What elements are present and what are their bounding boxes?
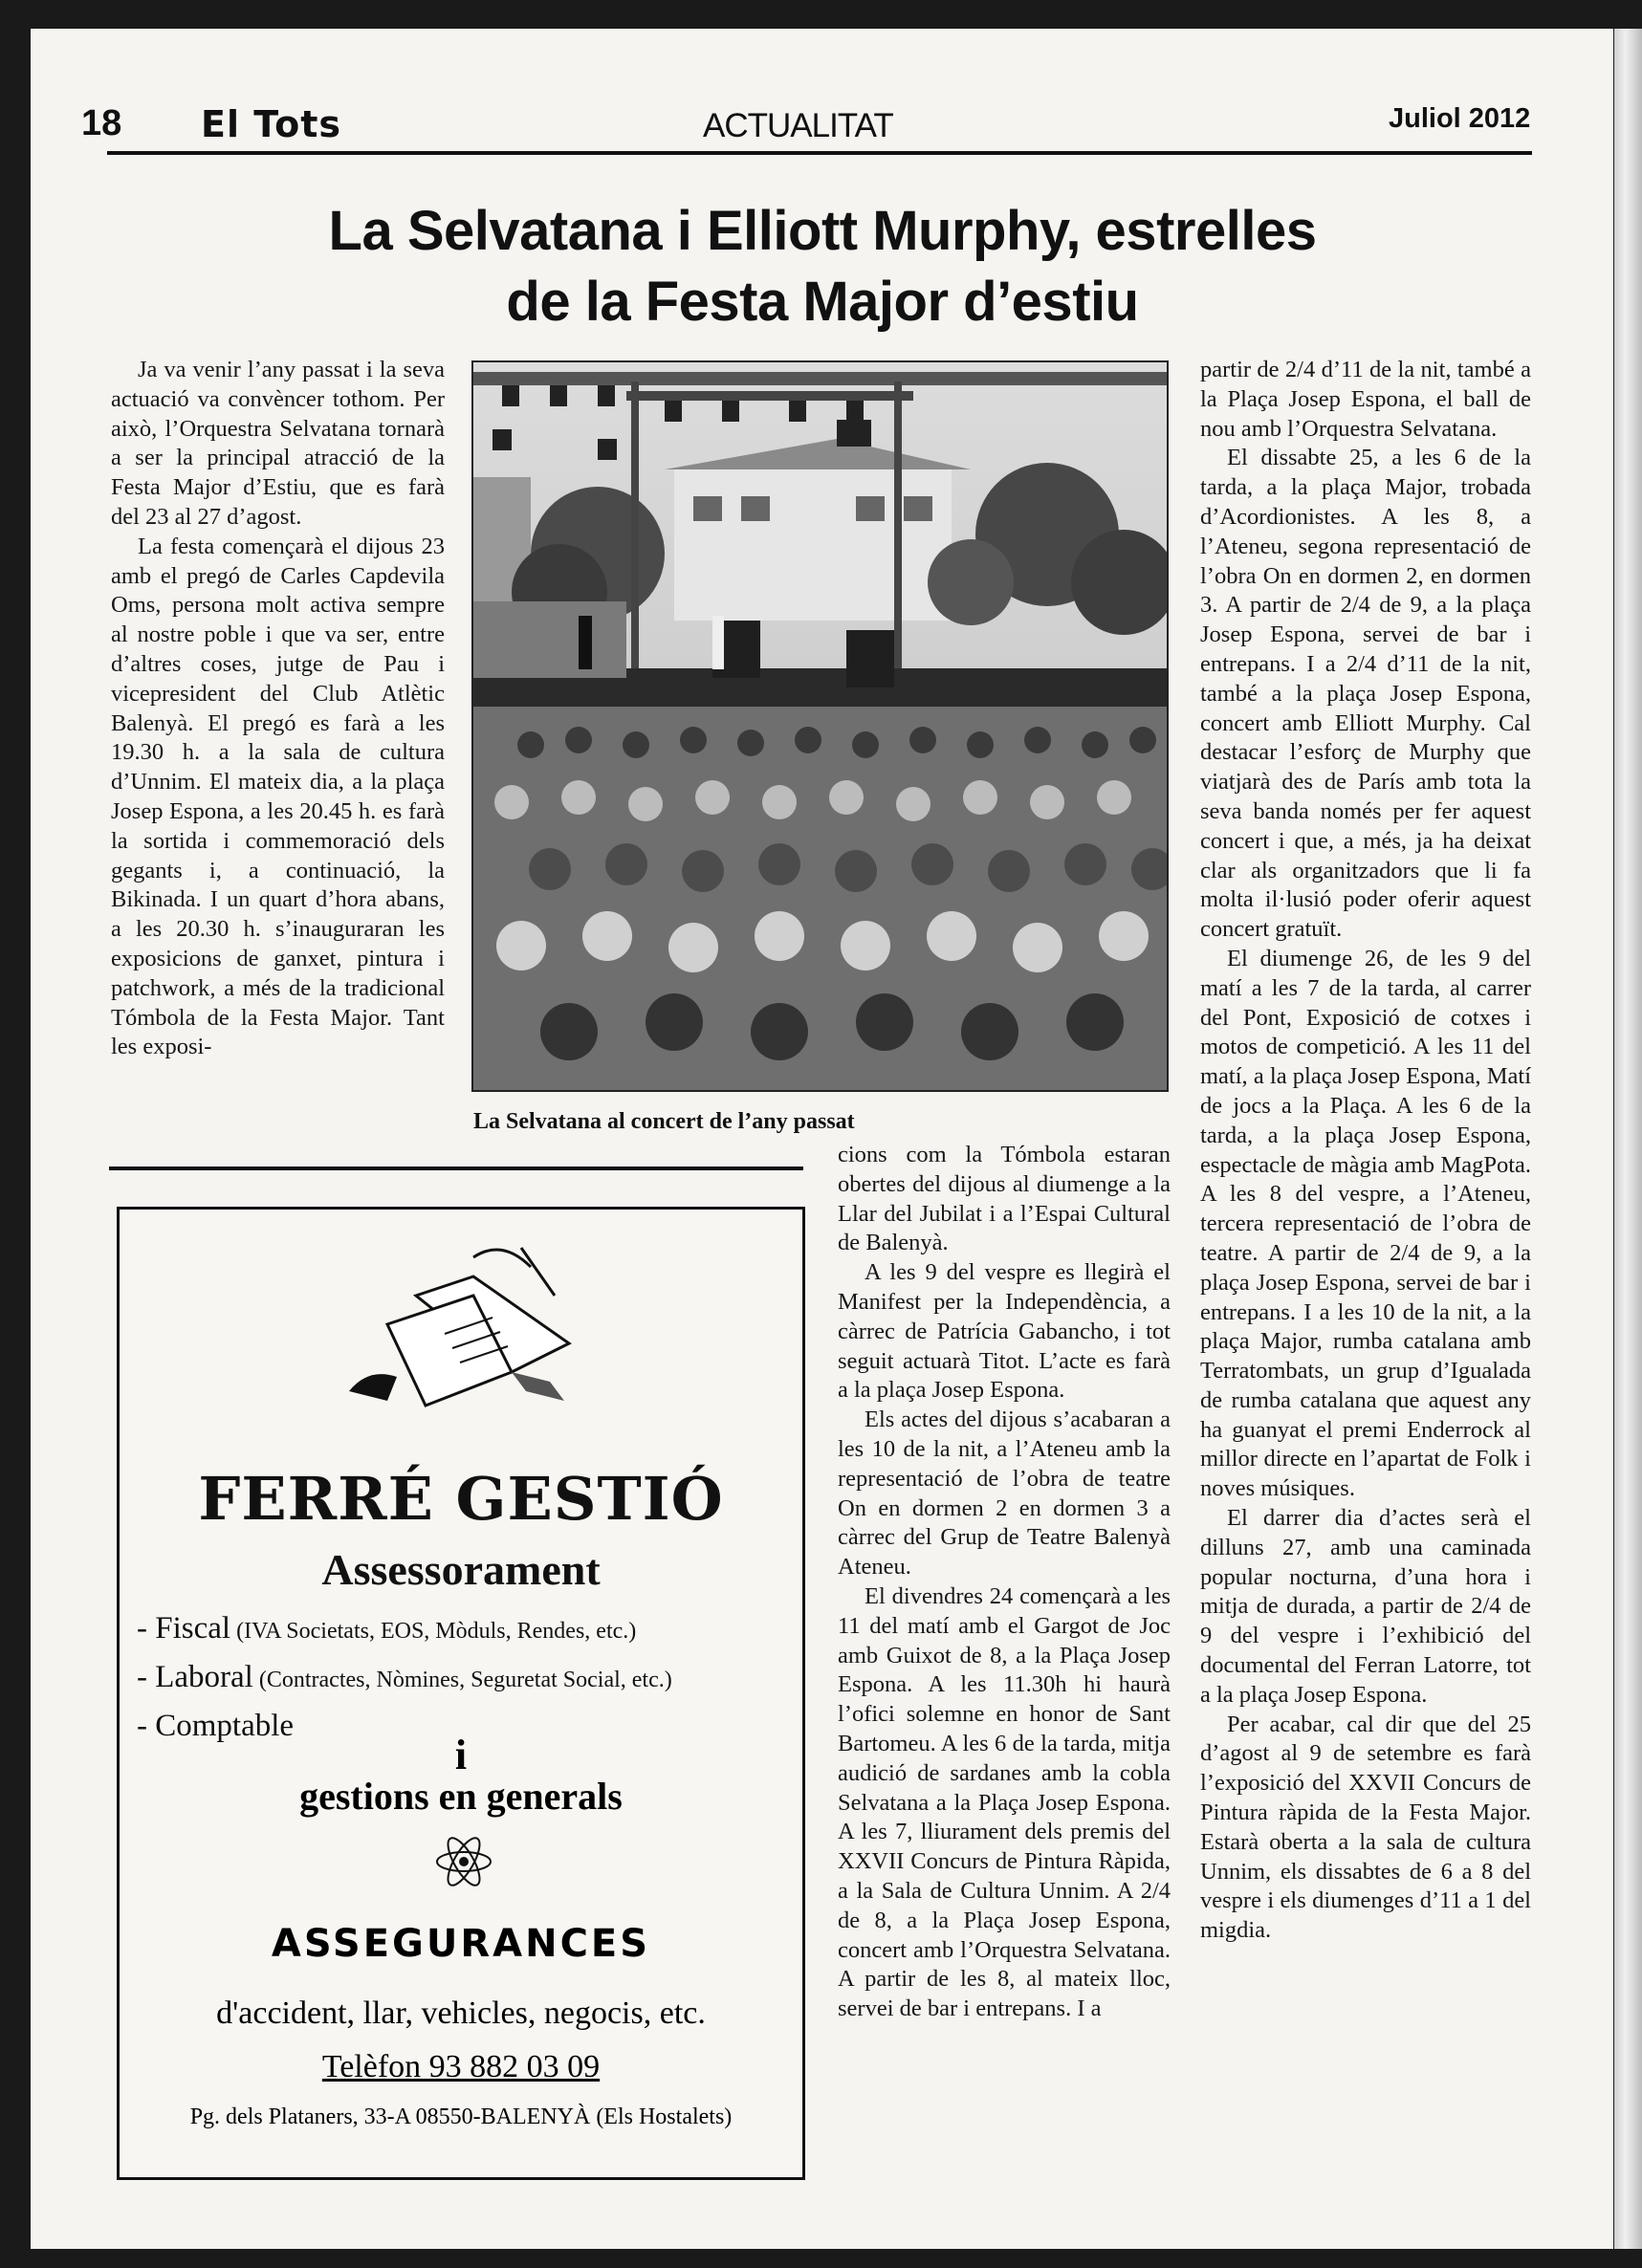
service-detail: (Contractes, Nòmines, Seguretat Social, etc.)	[252, 1668, 672, 1692]
paragraph: La festa començarà el dijous 23 amb el pregó de Carles Capdevila Oms, persona molt activa sempre al nostre poble i que va ser, entre d’altres coses, jutge de Pau i vicepresident del Club Atlètic Balenyà. El pregó es farà a les 19.30 h. a la sala de cultura d’Unnim. El mateix dia, a la plaça Josep Espona, a les 20.45 h. es farà la sortida i commemoració dels gegants i, a continuació, la Bikinada. I un quart d’hora abans, a les 20.30 h. s’inauguraran les exposicions de ganxet, pintura i patchwork, a més de la tradicional Tómbola de la Festa Major. Tant les exposi-	[111, 533, 445, 1060]
ad-address: Pg. dels Plataners, 33-A 08550-BALENYÀ (Els Hostalets)	[189, 2104, 733, 2129]
paragraph: Ja va venir l’any passat i la seva actuació va convèncer tothom. Per això, l’Orquestra Selvatana tornarà a ser la principal atracció de la Festa Major d’Estiu, que es farà del 23 al 27 d’agost.	[111, 357, 445, 530]
open-book-icon	[330, 1238, 598, 1429]
paragraph: El dissabte 25, a les 6 de la tarda, a la plaça Major, trobada d’Acordionistes. A les 8, a l’Ateneu, segona representació de l’obra On en dormen 2, en dormen 3. A partir de 2/4 de 9, a la plaça Josep Espona, servei de bar i entrepans. I a 2/4 d’11 de la nit, també a la plaça Josep Espona, concert amb Elliott Murphy. Cal destacar l’esforç de Murphy que viatjarà des de París amb tota la seva banda només per fer aquest concert i que, a més, ja ha deixat clar als organitzadors que li fa molta il·lusió poder oferir aquest concert gratuït.	[1200, 445, 1531, 943]
ferre-gestio-ad	[117, 1207, 805, 2180]
header-rule	[107, 151, 1532, 155]
ad-phone: Telèfon 93 882 03 09	[321, 2049, 601, 2084]
ad-company-name: FERRÉ GESTIÓ	[198, 1464, 724, 1534]
article-headline	[153, 196, 1492, 338]
ad-general-services: gestions en generals	[299, 1775, 623, 1818]
ad-top-rule	[109, 1167, 803, 1170]
page-spine	[1614, 29, 1642, 2249]
ad-subtitle: Assessorament	[321, 1545, 601, 1594]
concert-photo	[471, 360, 1169, 1092]
article-column-2	[838, 1141, 1171, 2024]
service-item	[137, 1605, 672, 1654]
service-item	[137, 1654, 672, 1703]
issue-date: Juliol 2012	[1389, 103, 1531, 134]
section-name: ACTUALITAT	[703, 107, 893, 144]
service-detail: (IVA Societats, EOS, Mòduls, Rendes, etc.)	[230, 1619, 637, 1644]
paragraph: El darrer dia d’actes serà el dilluns 27, amb una caminada popular nocturna, d’una hora i mitja de durada, a partir de 2/4 de 9 del vespre i l’exhibició del documental del Ferran Latorre, tot a la plaça Josep Espona.	[1200, 1505, 1531, 1708]
atom-icon	[433, 1831, 494, 1892]
service-label: - Comptable	[137, 1709, 295, 1743]
paragraph: Els actes del dijous s’acabaran a les 10 de la nit, a l’Ateneu amb la representació de l’obra de teatre On en dormen 2 en dormen 3 a càrrec del Grup de Teatre Balenyà Ateneu.	[838, 1407, 1171, 1581]
paragraph: partir de 2/4 d’11 de la nit, també a la Plaça Josep Espona, el ball de nou amb l’Orquestra Selvatana.	[1200, 357, 1531, 442]
article-column-1	[111, 356, 445, 1062]
ad-insurance-types: d'accident, llar, vehicles, negocis, etc.	[216, 1995, 706, 2031]
ad-conjunction: i	[454, 1732, 468, 1778]
headline-line-1: La Selvatana i Elliott Murphy, estrelles	[328, 200, 1317, 262]
headline-line-2: de la Festa Major d’estiu	[506, 271, 1139, 333]
service-label: - Fiscal	[137, 1611, 231, 1646]
service-label: - Laboral	[137, 1660, 253, 1694]
publication-name: El Tots	[201, 103, 341, 145]
page-number: 18	[81, 103, 122, 143]
paragraph: El diumenge 26, de les 9 del matí a les 7 de la tarda, al carrer del Pont, Exposició de cotxes i motos de competició. A les 11 del matí, a la plaça Josep Espona, Matí de jocs a la Plaça. A les 6 de la tarda, a la plaça Josep Espona, espectacle de màgia amb MagPota. A les 8 del vespre, a l’Ateneu, tercera representació de l’obra de teatre. A partir de 2/4 de 9, a la plaça Josep Espona, servei de bar i entrepans. I a les 10 de la nit, a la plaça Major, rumba catalana amb Terratombats, un grup d’Igualada de rumba catalana que aquest any ha guanyat el premi Enderrock al millor directe en l’apartat de Folk i noves músiques.	[1200, 945, 1531, 1502]
paragraph: A les 9 del vespre es llegirà el Manifest per la Independència, a càrrec de Patrícia Gabancho, i tot seguit actuarà Titot. L’acte es farà a la plaça Josep Espona.	[838, 1259, 1171, 1404]
paragraph: El divendres 24 començarà a les 11 del matí amb el Gargot de Joc amb Guixot de 8, a la Plaça Josep Espona. A les 11.30h hi haurà l’ofici solemne en honor de Sant Bartomeu. A les 6 de la tarda, mitja audició de sardanes amb la cobla Selvatana a la Plaça Josep Espona. A les 7, lliurament dels premis del XXVII Concurs de Pintura Ràpida, a la Sala de Cultura Unnim. A 2/4 de 8, a la Plaça Josep Espona, concert amb l’Orquestra Selvatana. A partir de les 8, al mateix lloc, servei de bar i entrepans. I a	[838, 1582, 1171, 2022]
paragraph: cions com la Tómbola estaran obertes del dijous al diumenge a la Llar del Jubilat i a l’Espai Cultural de Balenyà.	[838, 1142, 1171, 1256]
concert-photo-image	[473, 362, 1167, 1090]
paragraph: Per acabar, cal dir que del 25 d’agost al 9 de setembre es farà l’exposició del XXVII Concurs de Pintura ràpida de la Festa Major. Estarà oberta a la sala de cultura Unnim, els dissabtes de 6 a 8 del vespre i els diumenges d’11 a 1 del migdia.	[1200, 1711, 1531, 1944]
article-column-3	[1200, 356, 1531, 1946]
ad-insurance-title: ASSEGURANCES	[271, 1922, 651, 1966]
photo-caption: La Selvatana al concert de l’any passat	[473, 1109, 855, 1134]
